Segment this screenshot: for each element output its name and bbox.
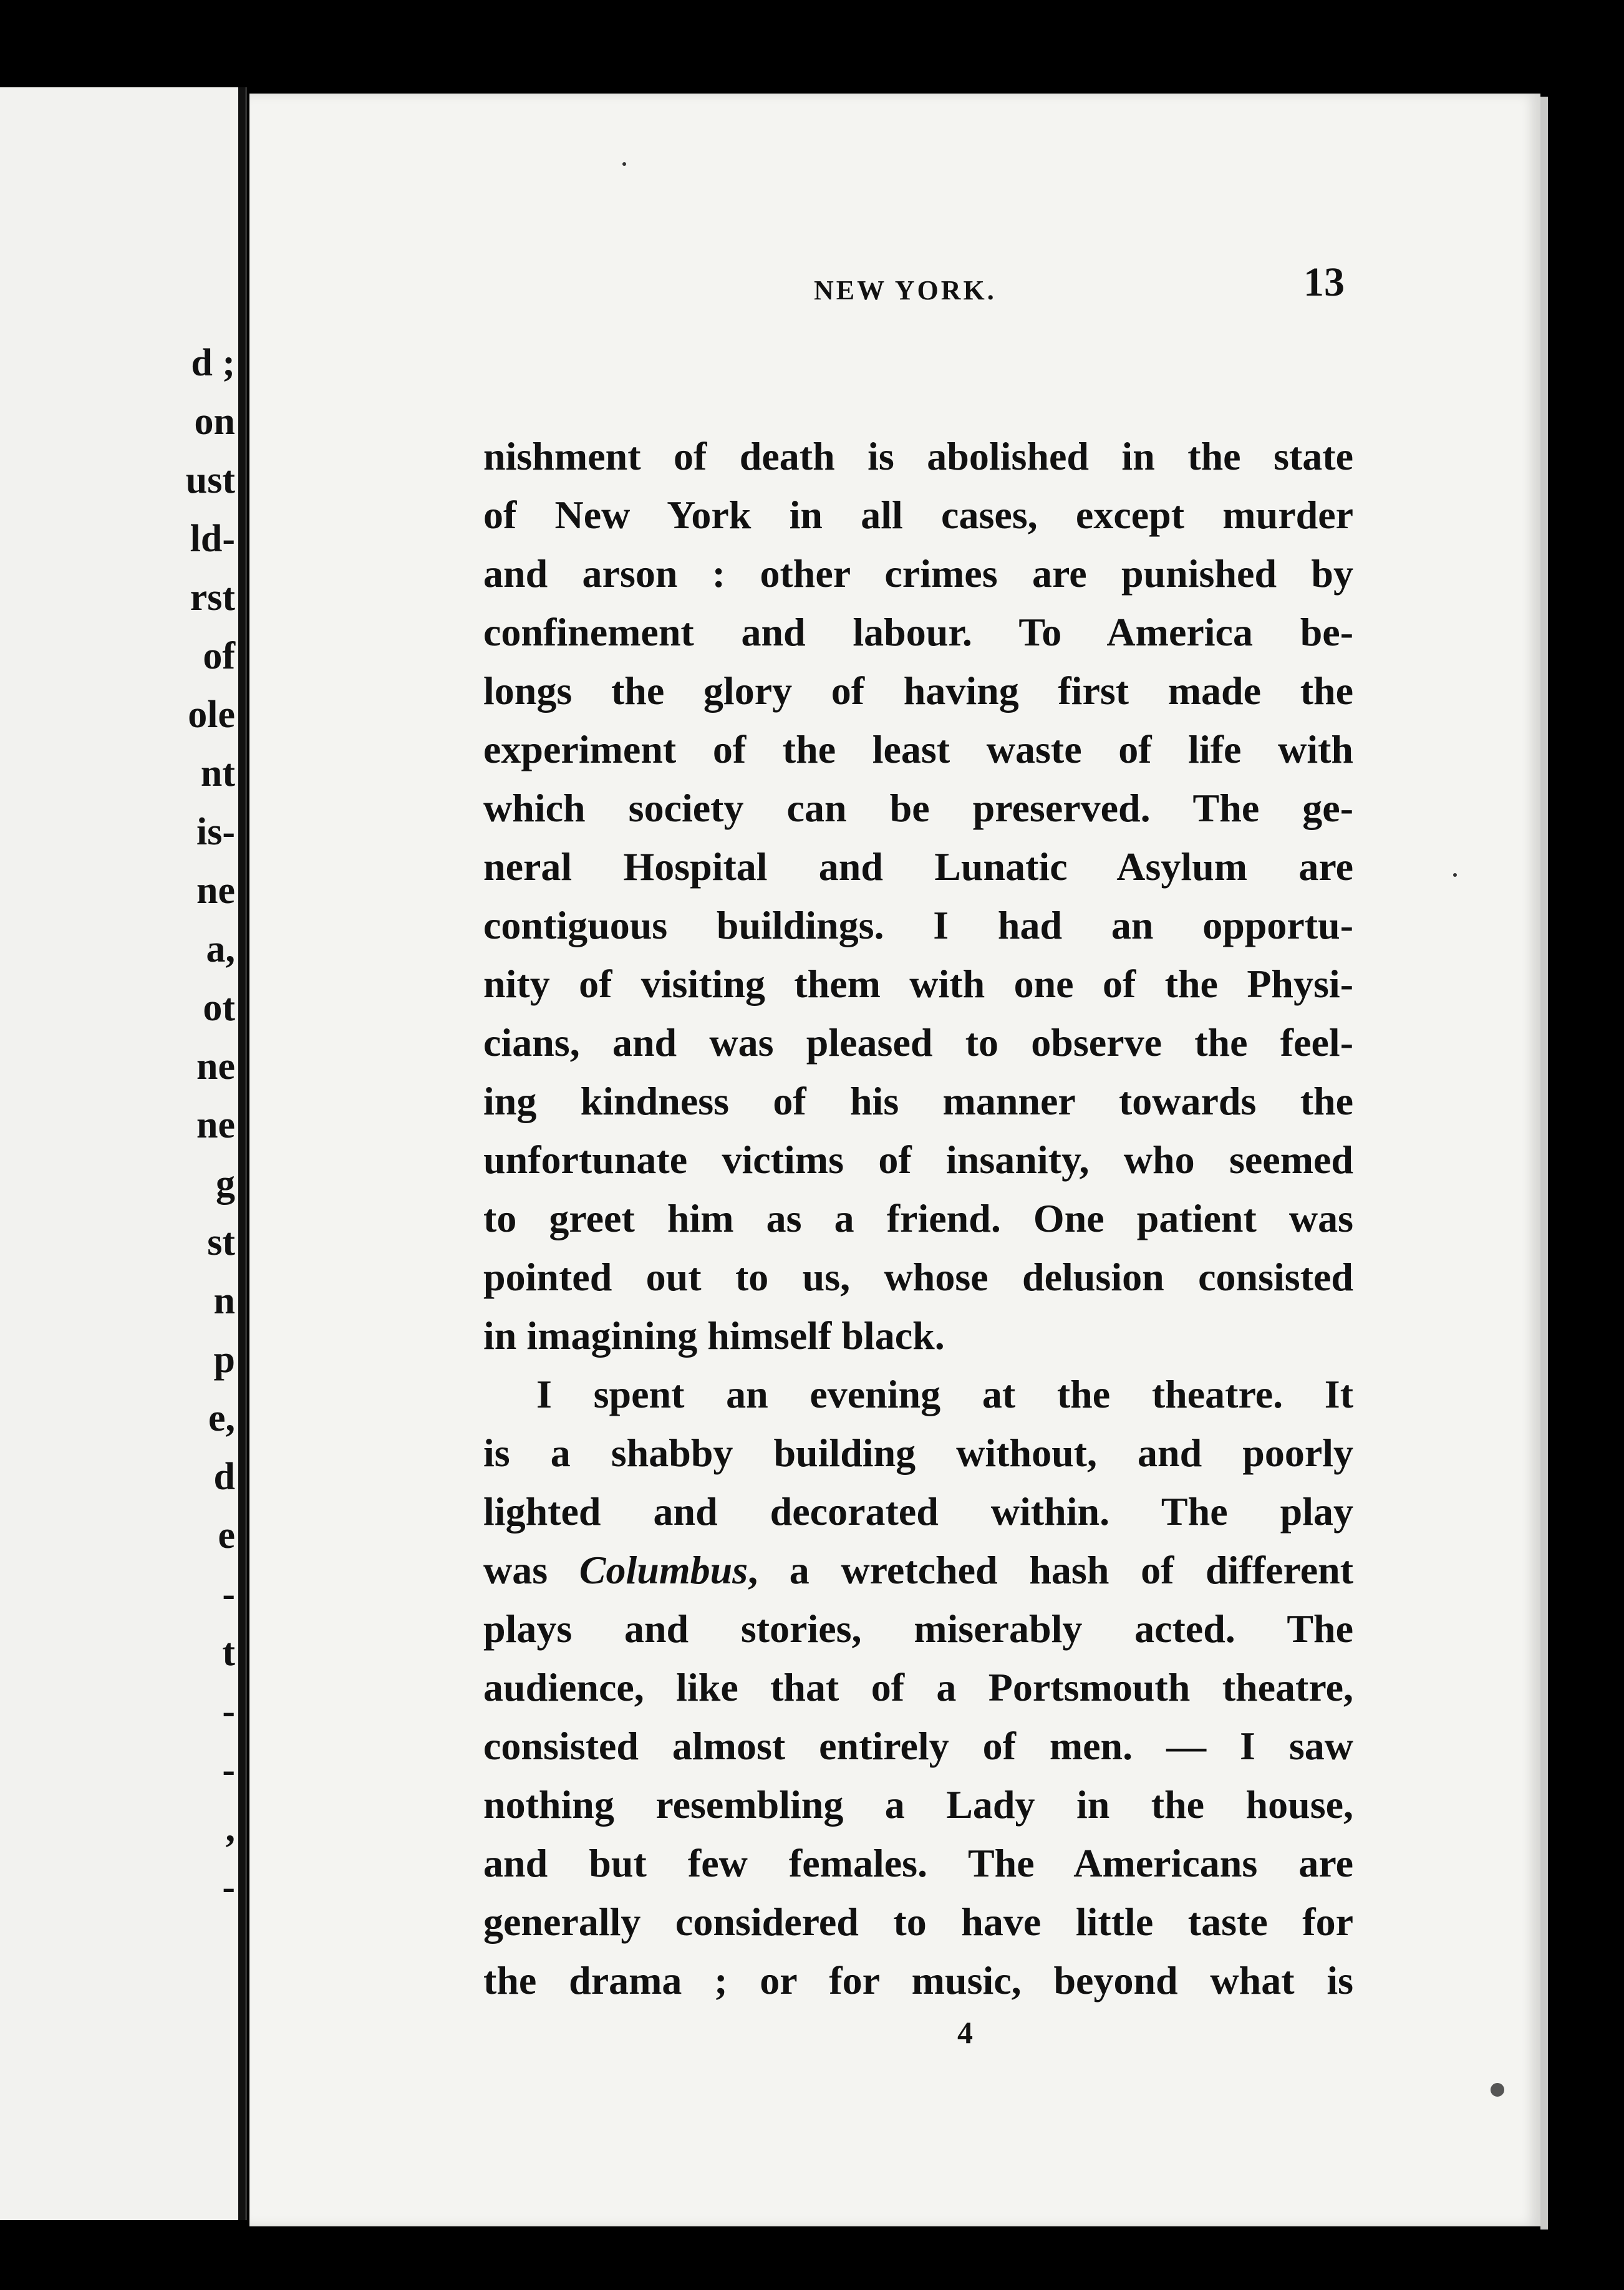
left-fragment: on <box>194 400 235 443</box>
left-fragment: of <box>203 635 235 677</box>
running-head: NEW YORK. <box>814 275 997 306</box>
text-fragment: was <box>483 1548 579 1592</box>
text-line: longs the glory of having first made the <box>483 669 1353 713</box>
text-line: confinement and labour. To America be- <box>483 610 1353 654</box>
signature-mark: 4 <box>957 2015 973 2050</box>
text-line: and but few females. The Americans are <box>483 1841 1353 1885</box>
page-edge <box>1540 97 1548 2230</box>
text-line: in imagining himself black. <box>483 1313 945 1358</box>
left-page <box>0 87 246 2220</box>
text-line: cians, and was pleased to observe the feel- <box>483 1020 1353 1065</box>
ink-speck <box>1453 873 1457 877</box>
left-fragment: d <box>213 1456 235 1498</box>
left-fragment: st <box>207 1221 235 1263</box>
text-line: plays and stories, miserably acted. The <box>483 1606 1353 1651</box>
text-line: lighted and decorated within. The play <box>483 1489 1353 1534</box>
left-fragment: e, <box>208 1397 235 1439</box>
left-fragment: - <box>222 1749 235 1791</box>
book-gutter <box>238 87 246 2220</box>
text-line: pointed out to us, whose delusion consisted <box>483 1255 1353 1299</box>
text-line: nothing resembling a Lady in the house, <box>483 1782 1353 1827</box>
left-fragment: a, <box>206 928 235 970</box>
left-fragment: d ; <box>191 342 235 384</box>
text-line: experiment of the least waste of life with <box>483 727 1353 771</box>
page-number: 13 <box>1303 259 1345 305</box>
left-fragment: ld- <box>190 518 235 560</box>
text-line: to greet him as a friend. One patient was <box>483 1196 1353 1240</box>
text-line: contiguous buildings. I had an opportu- <box>483 903 1353 947</box>
ink-speck <box>1491 2083 1504 2097</box>
left-fragment: ne <box>196 1104 235 1146</box>
text-line: ing kindness of his manner towards the <box>483 1079 1353 1123</box>
page-header <box>249 94 1540 306</box>
page-body <box>483 427 1353 2010</box>
text-line: consisted almost entirely of men. — I saw <box>483 1724 1353 1768</box>
play-title: Columbus <box>579 1548 748 1592</box>
text-line: unfortunate victims of insanity, who seemed <box>483 1138 1353 1182</box>
left-fragment: p <box>213 1338 235 1381</box>
text-line: audience, like that of a Portsmouth theatre, <box>483 1665 1353 1709</box>
left-fragment: n <box>213 1280 235 1322</box>
left-fragment: ne <box>196 1045 235 1088</box>
left-fragment: e <box>218 1514 235 1557</box>
text-line: and arson : other crimes are punished by <box>483 551 1353 596</box>
left-fragment: rst <box>190 576 235 619</box>
left-fragment: ust <box>185 459 235 501</box>
text-line: of New York in all cases, except murder <box>483 493 1353 537</box>
text-line: nity of visiting them with one of the Physi- <box>483 962 1353 1006</box>
left-fragment: t <box>222 1631 235 1674</box>
text-line: nishment of death is abolished in the state <box>483 434 1353 478</box>
left-fragment: ole <box>188 693 235 736</box>
left-fragment: ne <box>196 869 235 912</box>
text-line: neral Hospital and Lunatic Asylum are <box>483 844 1353 889</box>
text-fragment: , a wretched hash of different <box>748 1548 1354 1592</box>
ink-speck <box>622 162 626 166</box>
text-line: the drama ; or for music, beyond what is <box>483 1958 1353 2003</box>
text-line: generally considered to have little taste for <box>483 1900 1353 1944</box>
left-page-text-fragments <box>73 334 235 1916</box>
left-fragment: , <box>225 1807 235 1850</box>
right-page <box>249 94 1540 2226</box>
left-fragment: nt <box>200 752 235 795</box>
left-fragment: ot <box>203 987 235 1029</box>
left-fragment: - <box>222 1866 235 1908</box>
text-line: I spent an evening at the theatre. It <box>536 1372 1353 1416</box>
text-line: is a shabby building without, and poorly <box>483 1431 1353 1475</box>
left-fragment: g <box>216 1162 235 1205</box>
text-line: which society can be preserved. The ge- <box>483 786 1353 830</box>
left-fragment: - <box>222 1573 235 1615</box>
left-fragment: - <box>222 1690 235 1732</box>
left-fragment: is- <box>196 811 235 853</box>
text-line-with-title <box>483 1541 1353 1600</box>
